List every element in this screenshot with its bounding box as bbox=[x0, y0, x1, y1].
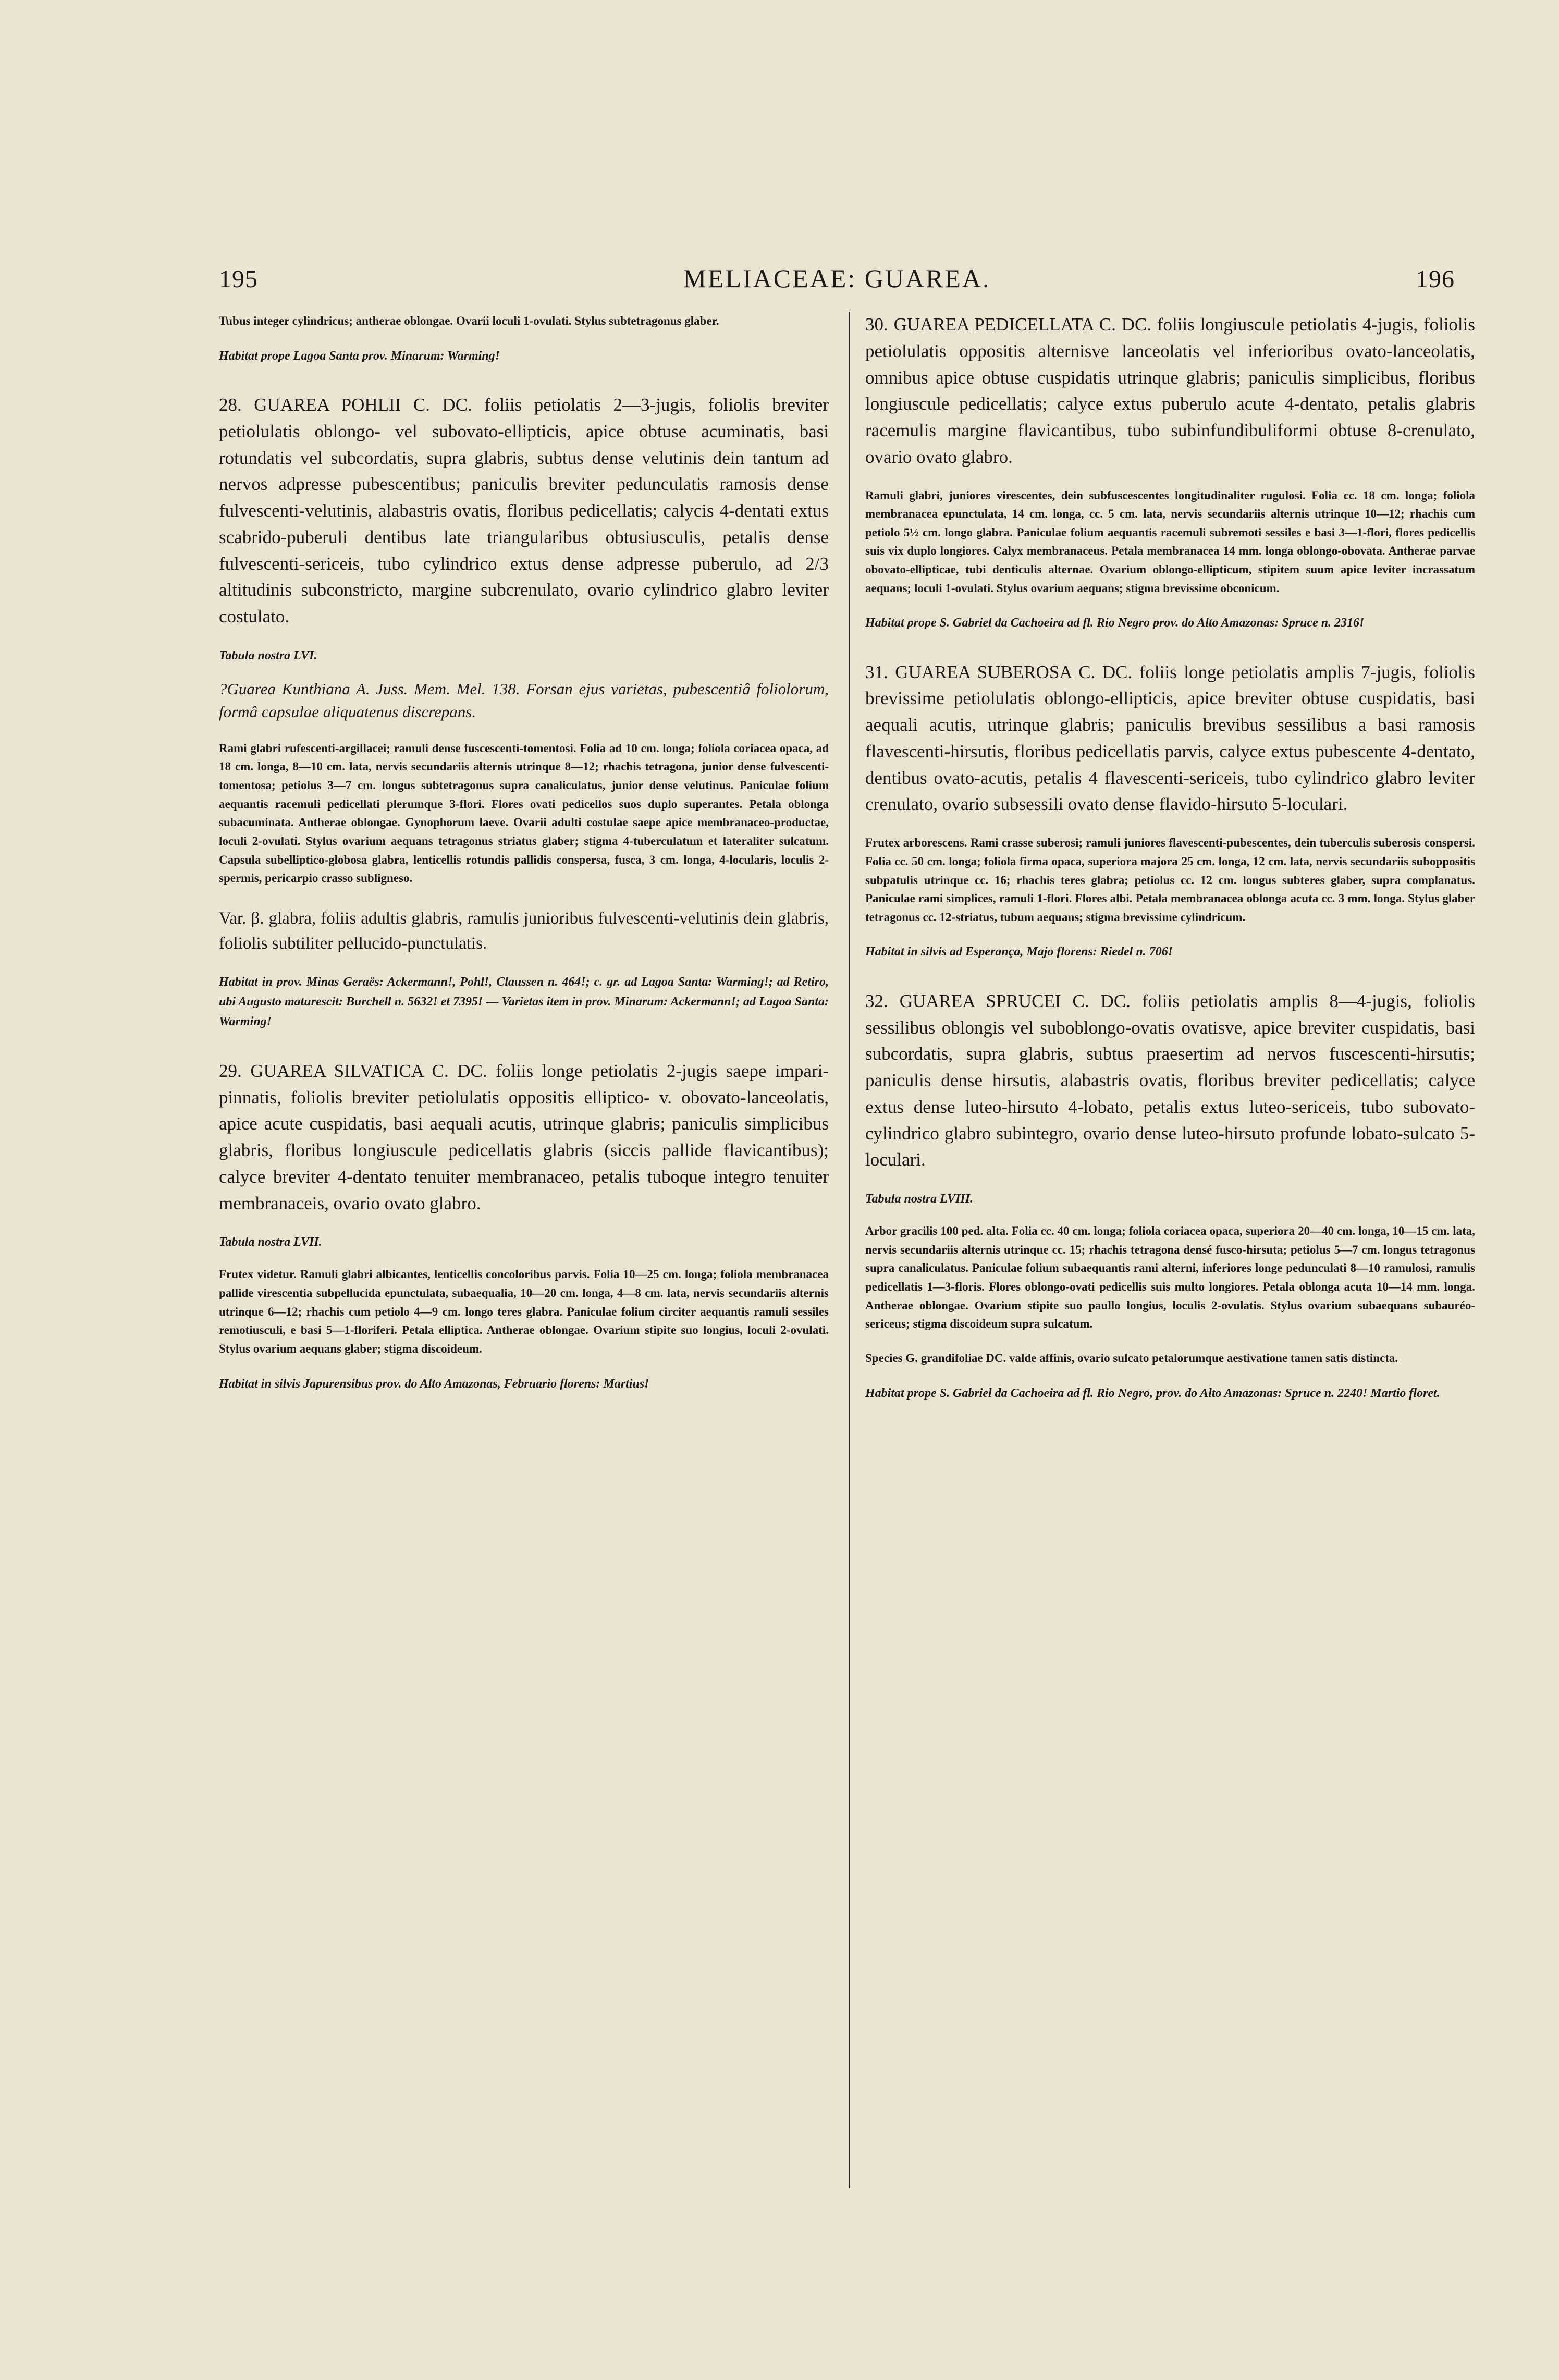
left-column bbox=[219, 312, 829, 1394]
species-29-habitat: Habitat in silvis Japurensibus prov. do Alto Amazonas, Februario florens: Martius! bbox=[219, 1377, 649, 1391]
species-30-description: Ramuli glabri, juniores virescentes, dein subfuscescentes longitudinaliter rugulosi. Folia cc. 18 cm. longa; foliola membranacea epunctulata, 14 cm. longa, cc. 5 cm. lata, nervis secundariis alternis utrinque 10—12; rhachis cum petiolo 5½ cm. longo glabra. Paniculae folium aequantis racemuli subremoti sessiles e basi 3—1-flori, flores pedicellis suis vix duplo longiores. Calyx membranaceus. Petala membranacea 14 mm. longa oblongo-obovata. Antherae parvae obovato-ellipticae, tubi denticulis alternae. Ovarium oblongo-ellipticum, stipitem suum apice leviter incrassatum aequans; loculi 1-ovulati. Stylus ovarium aequans; stigma brevissime obconicum. bbox=[865, 488, 1475, 595]
species-30-habitat: Habitat prope S. Gabriel da Cachoeira ad fl. Rio Negro prov. do Alto Amazonas: Spruce n. 2316! bbox=[865, 616, 1365, 630]
running-head bbox=[219, 263, 1455, 295]
species-31-description: Frutex arborescens. Rami crasse suberosi; ramuli juniores flavescenti-pubescentes, dein tuberculis suberosis conspersi. Folia cc. 50 cm. longa; foliola firma opaca, superiora majora 25 cm. longa, 12 cm. lata, nervis secundariis suboppositis subpatulis utrinque cc. 16; rhachis teres glabra; petiolus cc. 12 cm. longus subteres glaber, supra complanatus. Paniculae rami simplices, ramuli 1-flori. Flores albi. Petala membranacea oblonga acuta cc. 3 mm. longa. Stylus glaber tetragonus cc. 12-striatus, tubum aequans; stigma brevissime cylindricum. bbox=[865, 836, 1475, 924]
species-28-habitat: Habitat in prov. Minas Geraës: Ackermann!, Pohl!, Claussen n. 464!; c. gr. ad Lagoa Santa: Warming!; ad Retiro, ubi Augusto maturescit: Burchell n. 5632! et 7395! — Varietas item in prov. Minarum: Ackermann!; ad Lagoa Santa: Warming! bbox=[219, 975, 829, 1029]
column-divider bbox=[849, 312, 850, 2188]
species-29-description: Frutex videtur. Ramuli glabri albicantes, lenticellis concoloribus parvis. Folia 10—25 cm. longa; foliola membranacea pallide virescentia subpellucida epunctulata, subaequalia, 10—20 cm. longa, 4—8 cm. lata, nervis secundariis alternis utrinque 6—12; rhachis cum petiolo 4—9 cm. longo teres glabra. Paniculae folium circiter aequantis ramuli sessiles remotiusculi, e basi 5—1-floriferi. Petala elliptica. Antherae oblongae. Ovarium stipite suo longius, loculi 2-ovulati. Stylus ovarium aequans glaber; stigma discoideum. bbox=[219, 1268, 829, 1355]
species-32-diagnosis: 32. GUAREA SPRUCEI C. DC. foliis petiolatis amplis 8—4-jugis, foliolis sessilibus oblongis vel suboblongo-ovatis ovatisve, apice breviter cuspidatis, basi subcordatis, supra glabris, subtus praesertim ad nervos fuscescenti-hirsutis; paniculis dense hirsutis, alabastris ovatis, floribus breviter pedicellatis; calyce extus dense luteo-hirsuto 4-lobato, petalis extus luteo-sericeis, tubo subovato-cylindrico glabro subintegro, ovario dense luteo-hirsuto profunde lobato-sulcato 5-loculari. bbox=[865, 990, 1475, 1170]
continued-description: Tubus integer cylindricus; antherae oblongae. Ovarii loculi 1-ovulati. Stylus subtetragonus glaber. bbox=[219, 314, 719, 327]
page-number-left: 195 bbox=[219, 265, 258, 293]
page-number-right: 196 bbox=[1416, 265, 1455, 293]
species-32-description: Arbor gracilis 100 ped. alta. Folia cc. 40 cm. longa; foliola coriacea opaca, superiora 20—40 cm. longa, 10—15 cm. lata, nervis secundariis alternis utrinque cc. 15; rhachis tetragona densé fusco-hirsuta; petiolus 5—7 cm. longus tetragonus supra canaliculatus. Paniculae folium subaequantis rami alterni, inferiores longe pedunculati 8—10 ramulosi, ramulis pedicellatis 1—3-floris. Flores oblongo-ovati pedicellis suis multo longiores. Petala oblonga acuta 10—14 mm. longa. Antherae oblongae. Ovarium stipite suo paullo longius, loculis 2-ovulatis. Stylus ovarium subaequans subauréo-sericeus; stigma discoideum supra sulcatum. bbox=[865, 1224, 1475, 1331]
species-29-diagnosis: 29. GUAREA SILVATICA C. DC. foliis longe petiolatis 2-jugis saepe impari-pinnatis, foliolis breviter petiolulatis oppositis elliptico- v. obovato-lanceolatis, apice acute cuspidatis, basi aequali acutis, utrinque glabris; paniculis simplicibus glabris, floribus longiuscule pedicellatis glabris (siccis pallide flavicantibus); calyce breviter 4-dentato tenuiter membranaceo, petalis tuboque integro tenuiter membranaceis, ovario ovato glabro. bbox=[219, 1060, 829, 1213]
continued-habitat: Habitat prope Lagoa Santa prov. Minarum: Warming! bbox=[219, 349, 500, 363]
species-30-diagnosis: 30. GUAREA PEDICELLATA C. DC. foliis longiuscule petiolatis 4-jugis, foliolis petiolulatis oppositis alternisve lanceolatis vel inferioribus ovato-lanceolatis, omnibus apice obtuse cuspidatis utrinque glabris; paniculis simplicibus, floribus longiuscule pedicellatis; calyce extus puberulo acute 4-dentato, petalis glabris racemulis margine flavicantibus, tubo subinfundibuliformi obtuse 8-crenulato, ovario ovato glabro. bbox=[865, 314, 1475, 467]
species-28-synonym-note: ?Guarea Kunthiana A. Juss. Mem. Mel. 138. Forsan ejus varietas, pubescentiâ foliolorum, formâ capsulae aliquatenus discrepans. bbox=[219, 679, 829, 721]
species-28-variety: Var. β. glabra, foliis adultis glabris, ramulis junioribus fulvescenti-velutinis dein glabris, foliolis subtiliter pellucido-punctulatis. bbox=[219, 909, 829, 953]
running-title: MELIACEAE: GUAREA. bbox=[683, 264, 991, 293]
species-32-habitat: Habitat prope S. Gabriel da Cachoeira ad fl. Rio Negro, prov. do Alto Amazonas: Spruce n. 2240! Martio floret. bbox=[865, 1386, 1440, 1400]
species-28-plate-ref: Tabula nostra LVI. bbox=[219, 648, 317, 663]
species-32-plate-ref: Tabula nostra LVIII. bbox=[865, 1192, 973, 1206]
species-28-diagnosis: 28. GUAREA POHLII C. DC. foliis petiolatis 2—3-jugis, foliolis breviter petiolulatis oblongo- vel subovato-ellipticis, apice obtuse acuminatis, basi rotundatis vel subcordatis, supra glabris, subtus dense velutinis dein tantum ad nervos adpresse pubescentibus; paniculis breviter pedunculatis ramosis dense fulvescenti-velutinis, alabastris ovatis, floribus pedicellatis; calycis 4-dentati extus scabrido-puberuli dentibus late triangularibus obtusiusculis, petalis dense fulvescenti-sericeis, tubo cylindrico extus dense adpresse puberulo, ad 2/3 altitudinis subconstricto, margine subcrenulato, ovario cylindrico glabro leviter costulato. bbox=[219, 395, 829, 627]
right-column bbox=[865, 312, 1475, 1403]
species-31-habitat: Habitat in silvis ad Esperança, Majo florens: Riedel n. 706! bbox=[865, 945, 1173, 959]
species-29-plate-ref: Tabula nostra LVII. bbox=[219, 1235, 322, 1249]
species-28-description: Rami glabri rufescenti-argillacei; ramuli dense fuscescenti-tomentosi. Folia ad 10 cm. longa; foliola coriacea opaca, ad 18 cm. longa, 8—10 cm. lata, nervis secundariis alternis utrinque 8—12; rhachis tetragona, junior dense fulvescenti-tomentosa; petiolus 3—7 cm. longus subtetragonus supra canaliculatus, junior dense velutinus. Paniculae folium aequantis racemuli pedicellati plerumque 3-flori. Flores ovati pedicellos suos duplo superantes. Petala oblonga subacuminata. Antherae oblongae. Gynophorum laeve. Ovarii adulti costulae saepe apice membranaceo-productae, loculi 2-ovulati. Stylus ovarium aequans tetragonus striatus glaber; stigma 4-tuberculatum et lateraliter sulcatum. Capsula subelliptico-globosa glabra, lenticellis rotundis pallidis conspersa, fusca, 3 cm. longa, 4-locularis, loculis 2-spermis, pericarpio crasso subligneso. bbox=[219, 741, 829, 885]
species-31-diagnosis: 31. GUAREA SUBEROSA C. DC. foliis longe petiolatis amplis 7-jugis, foliolis brevissime petiolulatis oblongo-ellipticis, apice breviter obtuse cuspidatis, basi aequali acutis, utrinque glabris; paniculis brevibus sessilibus a basi ramosis flavescenti-hirsutis, floribus pedicellatis parvis, calyce extus pubescente 4-dentato, dentibus ovato-acutis, petalis 4 flavescenti-sericeis, tubo cylindrico glabro leviter crenulato, ovario subsessili ovato dense flavido-hirsuto 5-loculari. bbox=[865, 661, 1475, 815]
species-32-note: Species G. grandifoliae DC. valde affinis, ovario sulcato petalorumque aestivatione tamen satis distincta. bbox=[865, 1351, 1398, 1365]
